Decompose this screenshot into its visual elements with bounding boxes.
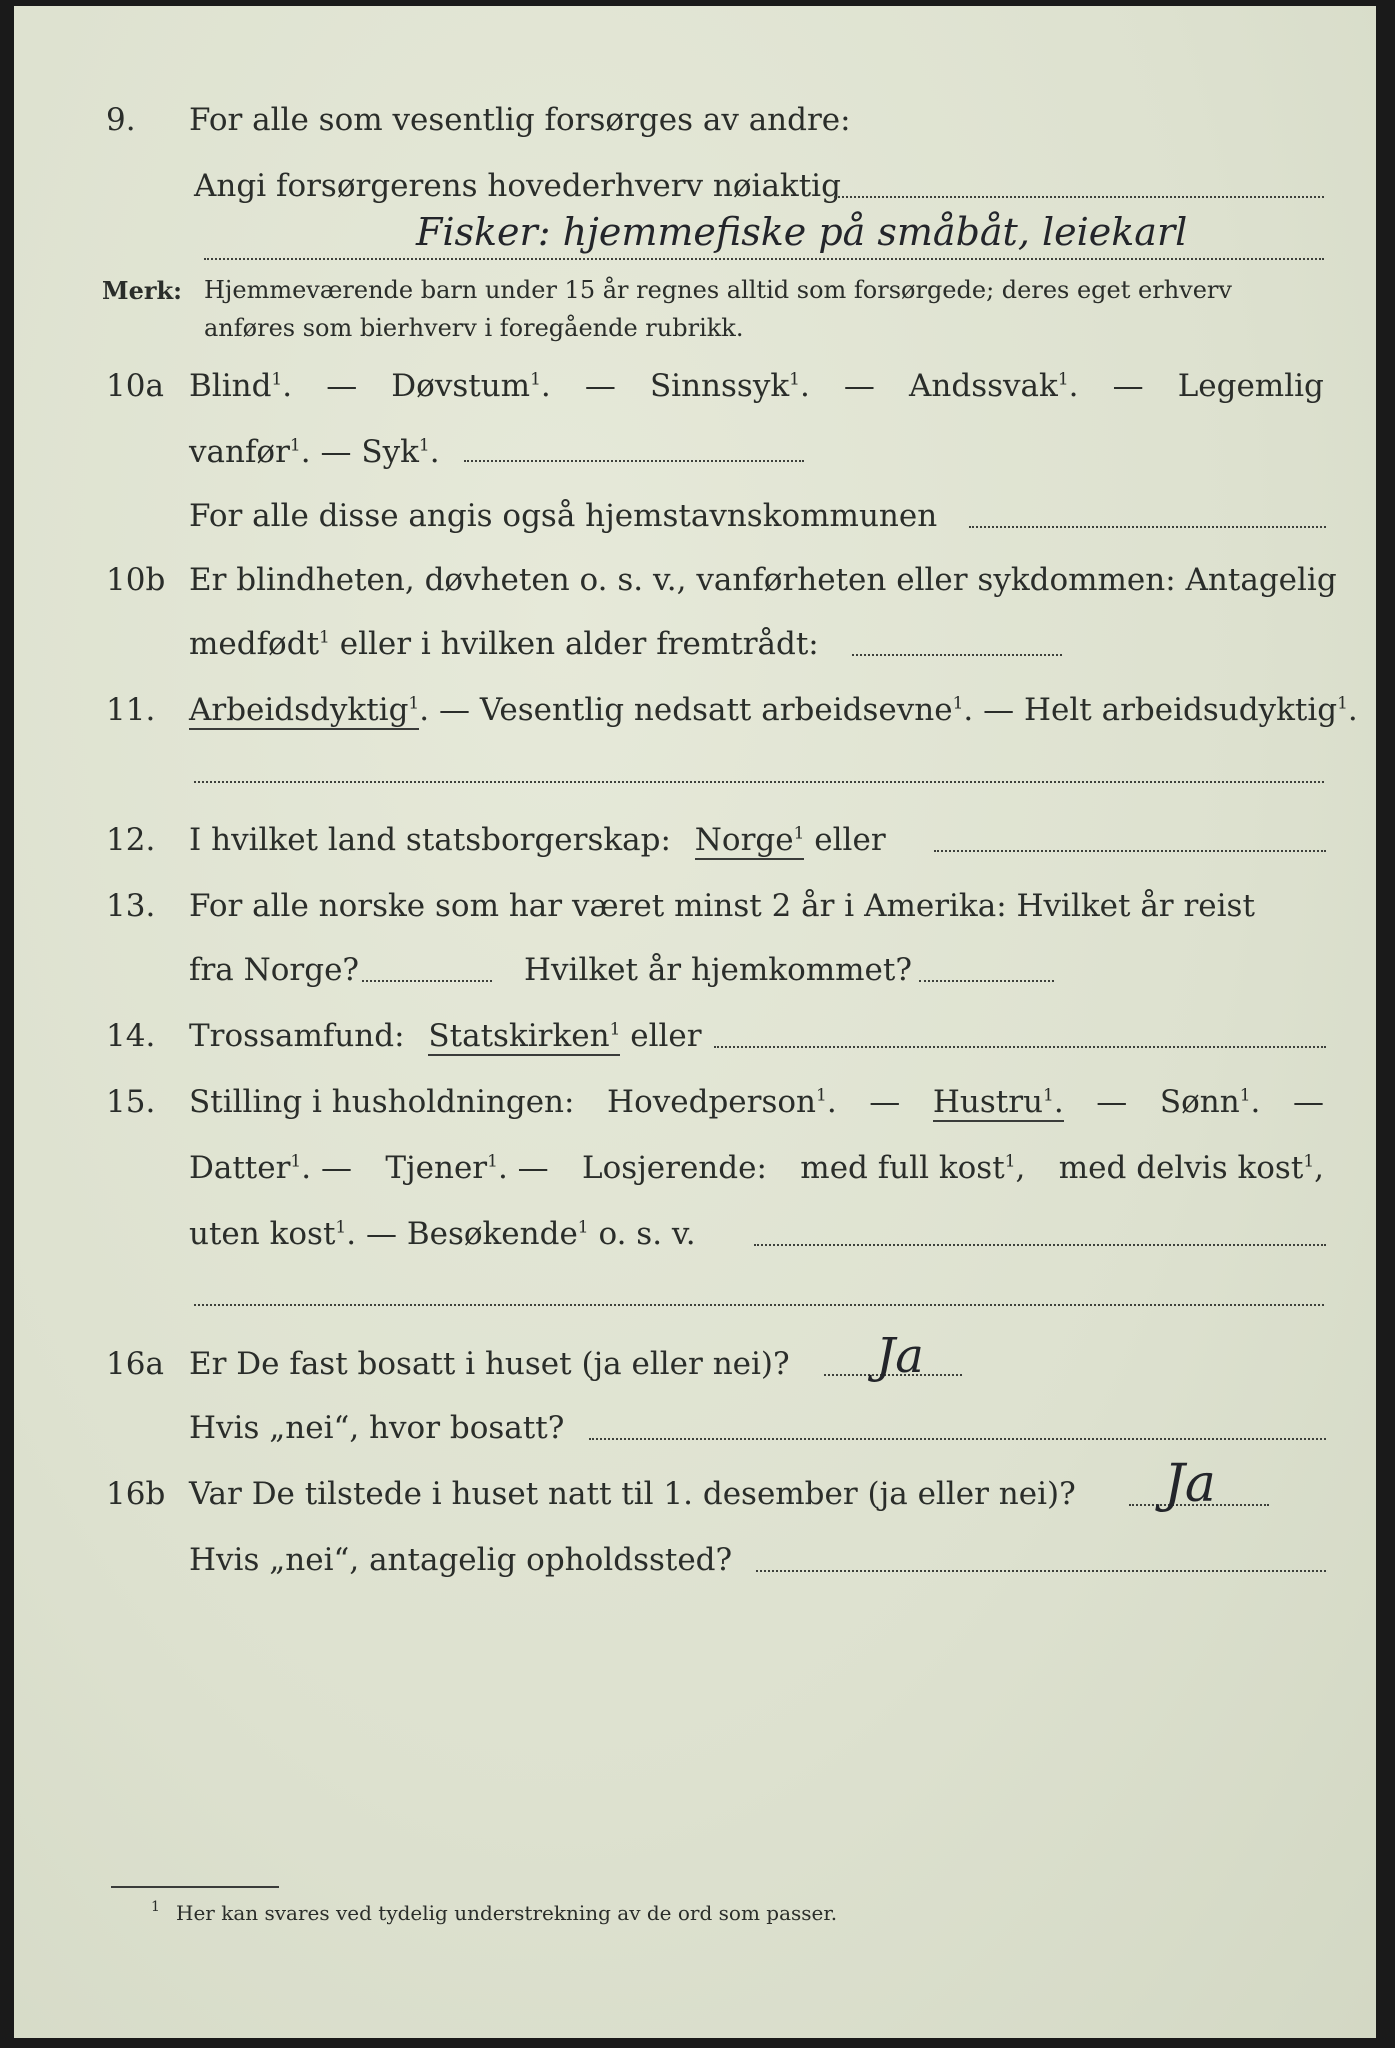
q10a-hjemstavn-answer-line[interactable]: [969, 526, 1326, 528]
q10b-text-1: Er blindheten, døvheten o. s. v., vanførheten eller sykdommen: Antagelig: [189, 562, 1337, 598]
q14-number: 14.: [106, 1018, 156, 1054]
q14-answer-line[interactable]: [714, 1046, 1326, 1048]
q10a-number: 10a: [106, 368, 164, 404]
q13-text-1: For alle norske som har været minst 2 år i Amerika: Hvilket år reist: [189, 888, 1255, 924]
q16b-opholdssted-answer-line[interactable]: [756, 1570, 1326, 1572]
q14-option-statskirken-underlined: Statskirken$^1$: [428, 1018, 621, 1054]
q11-blank-line[interactable]: [194, 781, 1324, 783]
q16b-handwritten-answer: Ja: [1164, 1454, 1216, 1514]
q10a-option-dovstum: Døvstum$^1$.: [391, 368, 551, 404]
q10a-hjemstavn-label: For alle disse angis også hjemstavnskommunen: [189, 498, 938, 534]
q13-text-2a: fra Norge?: [189, 952, 360, 988]
q9-title: For alle som vesentlig forsørges av andre:: [189, 102, 851, 138]
q13-hjemkommet-answer-line[interactable]: [919, 980, 1054, 982]
q10a-syk-answer-line[interactable]: [464, 460, 804, 462]
q10b-number: 10b: [106, 562, 166, 598]
q13-reist-answer-line[interactable]: [362, 980, 492, 982]
q10a-option-andssvak: Andssvak$^1$.: [909, 368, 1079, 404]
q12-text: I hvilket land statsborgerskap: Norge$^1$ eller: [189, 822, 886, 858]
q15-text-3: uten kost$^1$. — Besøkende$^1$ o. s. v.: [189, 1216, 696, 1252]
q10a-option-legemlig: Legemlig: [1177, 368, 1324, 404]
q9-note-text-1: Hjemmeværende barn under 15 år regnes alltid som forsørgede; deres eget erhverv: [204, 276, 1232, 304]
q9-number: 9.: [106, 102, 136, 138]
q16a-handwritten-answer: Ja: [876, 1328, 924, 1384]
q9-answer-line-2[interactable]: [204, 258, 1324, 260]
q10b-text-2: medfødt$^1$ eller i hvilken alder fremtrådt:: [189, 626, 819, 662]
census-form-page: 9. For alle som vesentlig forsørges av andre: Angi forsørgerens hovederhverv nøiaktig Fisker: hjemmefiske på småbåt, leiekarl Merk: Hjemmeværende barn under 15 år regnes alltid som forsørgede; deres eget erhverv anføres som bierhverv i foregående rubrikk. 10a Blind$^1$. — Døvstum$^1$. — Sinnssyk$^1$. — Andssvak$^1$. — Legemlig vanfør$^1$. — Syk$^1$. For alle disse angis også hjemstavnskommunen 10b Er blindheten, døvheten o. s. v., vanførheten eller sykdommen: Antagelig medfødt$^1$ eller i hvilken alder fremtrådt: 11. Arbeidsdyktig$^1$. — Vesentlig nedsatt arbeidsevne$^1$. — Helt arbeidsudyktig$^1$. 12. I hvilket land statsborgerskap: Norge$^1$ eller 13. For alle norske som har været minst 2 år i Amerika: Hvilket år reist fra Norge? Hvilket år hjemkommet? 14. Trossamfund: Statskirken$^1$ eller 15. Stilling i husholdningen: Hovedperson$^1$. — Hustru$^1$. — Sønn$^1$. — Datter$^1$. — Tjener$^1$. — Losjerende: med full kost$^1$, med delvis kost$^1$, uten kost$^1$. — Besøkende$^1$ o. s. v. 16a Er De fast bosatt i huset (ja eller nei)? Ja Hvis „nei“, hvor bosatt? 16b Var De tilstede i huset natt til 1. desember (ja eller nei)? Ja Hvis „nei“, antagelig opholdssted? 1 Her kan svares ved tydelig understrekning av de ord som passer.: [14, 6, 1376, 2038]
q12-number: 12.: [106, 822, 156, 858]
q11-options: Arbeidsdyktig$^1$. — Vesentlig nedsatt arbeidsevne$^1$. — Helt arbeidsudyktig$^1$.: [189, 692, 1358, 728]
q15-number: 15.: [106, 1084, 156, 1120]
footnote-text: Her kan svares ved tydelig understrekning av de ord som passer.: [176, 1901, 838, 1925]
q12-answer-line[interactable]: [934, 850, 1326, 852]
q16a-bosatt-answer-line[interactable]: [589, 1438, 1326, 1440]
q11-number: 11.: [106, 692, 156, 728]
q9-label: Angi forsørgerens hovederhverv nøiaktig: [194, 168, 841, 204]
q9-answer-line-1[interactable]: [834, 196, 1324, 198]
q10a-vanfor-syk: vanfør$^1$. — Syk$^1$.: [189, 434, 440, 470]
q10b-answer-line[interactable]: [852, 654, 1062, 656]
q16a-number: 16a: [106, 1346, 164, 1382]
q12-option-norge-underlined: Norge$^1$: [694, 822, 805, 858]
q9-handwritten-answer: Fisker: hjemmefiske på småbåt, leiekarl: [416, 210, 1188, 254]
q16b-number: 16b: [106, 1476, 166, 1512]
footnote-mark: 1: [151, 1899, 160, 1915]
q11-option-arbeidsdyktig-underlined: Arbeidsdyktig$^1$: [189, 692, 420, 728]
q15-answer-line[interactable]: [754, 1244, 1326, 1246]
q16a-text-2: Hvis „nei“, hvor bosatt?: [189, 1410, 565, 1446]
q15-option-hustru-underlined: Hustru$^1$.: [932, 1084, 1064, 1120]
q10a-option-sinnssyk: Sinnssyk$^1$.: [649, 368, 810, 404]
q16b-text-1: Var De tilstede i huset natt til 1. desember (ja eller nei)?: [189, 1476, 1076, 1512]
q14-text: Trossamfund: Statskirken$^1$ eller: [189, 1018, 702, 1054]
q15-text-2: Datter$^1$. — Tjener$^1$. — Losjerende: med full kost$^1$, med delvis kost$^1$,: [189, 1150, 1324, 1186]
q16b-text-2: Hvis „nei“, antagelig opholdssted?: [189, 1542, 733, 1578]
q15-text-1: Stilling i husholdningen: Hovedperson$^1$. — Hustru$^1$. — Sønn$^1$. —: [189, 1084, 1324, 1120]
q9-note-text-2: anføres som bierhverv i foregående rubrikk.: [204, 314, 744, 342]
q13-number: 13.: [106, 888, 156, 924]
q9-note-label: Merk:: [102, 276, 182, 305]
q10a-option-blind: Blind$^1$.: [189, 368, 293, 404]
q15-blank-line[interactable]: [194, 1304, 1324, 1306]
q16a-text-1: Er De fast bosatt i huset (ja eller nei)?: [189, 1346, 790, 1382]
footnote-rule: [111, 1886, 279, 1888]
q13-text-2b: Hvilket år hjemkommet?: [524, 952, 912, 988]
